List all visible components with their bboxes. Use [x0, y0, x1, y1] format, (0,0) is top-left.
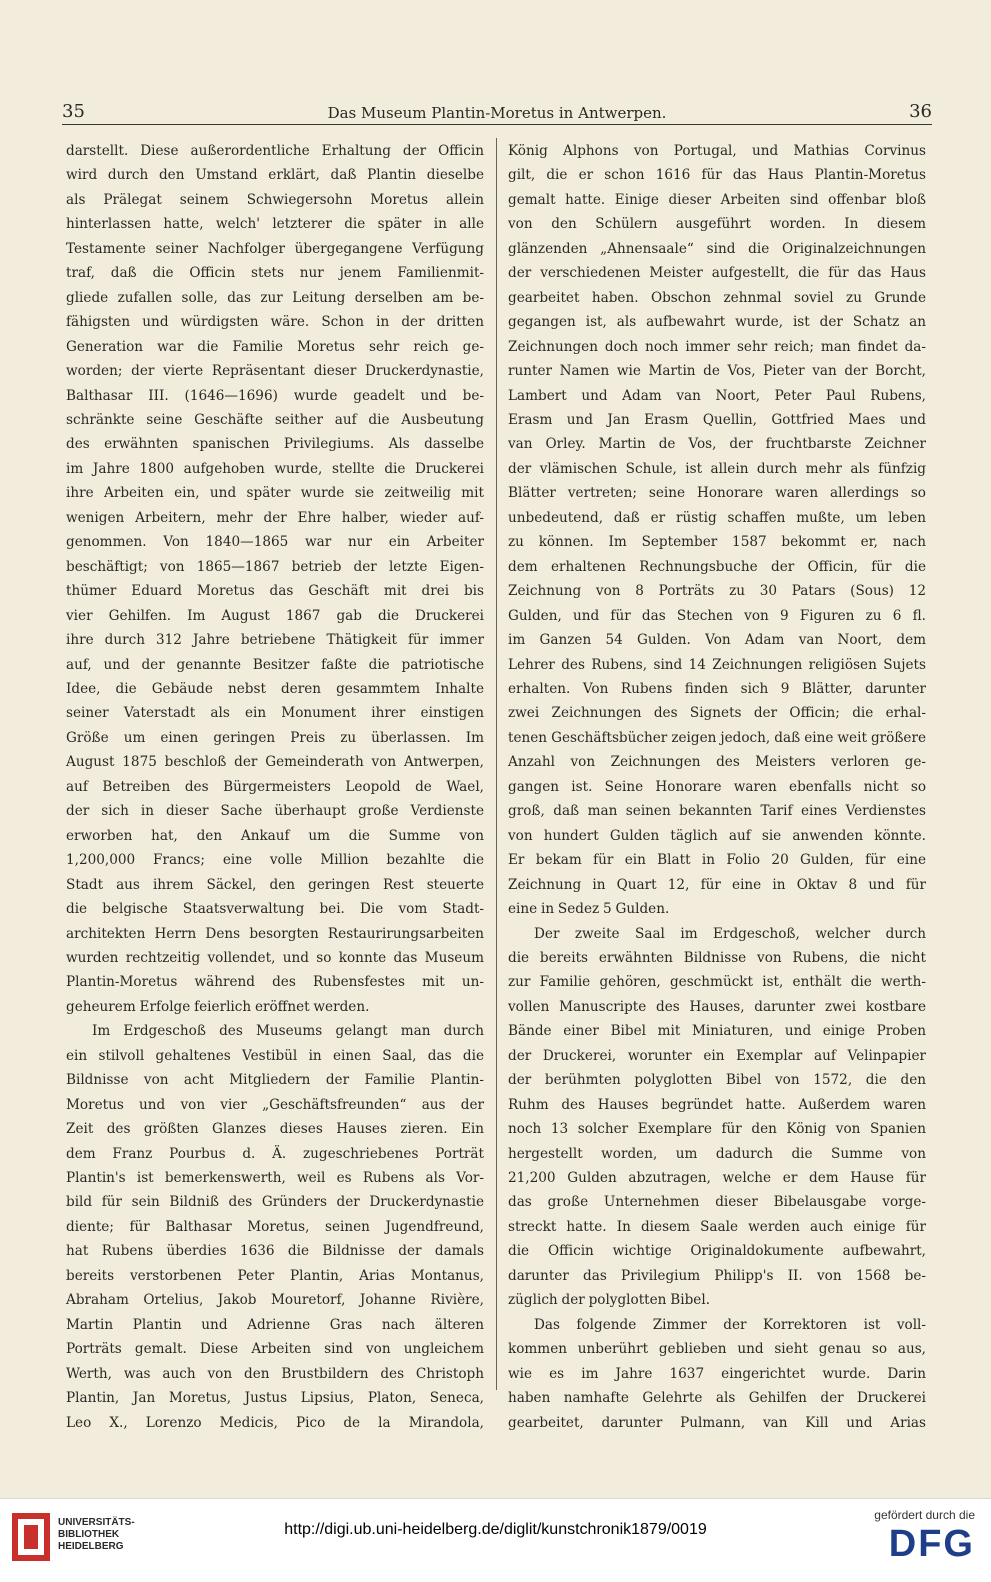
text-line: Balthasar III. (1646—1696) wurde geadelt und be-	[66, 387, 484, 404]
text-line: Lehrer des Rubens, sind 14 Zeichnungen religiösen Sujets	[508, 656, 926, 673]
permalink-url[interactable]: http://digi.ub.uni-heidelberg.de/diglit/kunstchronik1879/0019	[284, 1521, 707, 1538]
text-line: vollen Manuscripte des Hauses, darunter zwei kostbare	[508, 998, 926, 1015]
header-rule	[62, 124, 932, 125]
text-line: wird durch den Umstand erklärt, daß Plantin dieselbe	[66, 167, 484, 184]
text-line: Zeichnung von 8 Porträts zu 30 Patars (Sous) 12	[508, 583, 926, 600]
right-column	[508, 139, 926, 1435]
text-line: des erwähnten spanischen Privilegiums. Als dasselbe	[66, 436, 484, 453]
text-line: der Druckerei, worunter ein Exemplar auf Velinpapier	[508, 1047, 926, 1064]
text-line: Erasm und Jan Erasm Quellin, Gottfried Maes und	[508, 411, 926, 428]
text-line: Bände einer Bibel mit Miniaturen, und einige Proben	[508, 1023, 926, 1040]
text-line: Moretus und von vier „Geschäftsfreunden“ aus der	[66, 1096, 484, 1113]
text-line: 1,200,000 Francs; eine volle Million bezahlte die	[66, 852, 484, 869]
text-line: Werth, was auch von den Brustbildern des Christoph	[66, 1365, 484, 1382]
text-line: vier Gehilfen. Im August 1867 gab die Druckerei	[66, 607, 484, 624]
text-line: Plantin's ist bemerkenswerth, weil es Rubens als Vor-	[66, 1170, 484, 1187]
text-line: Leo X., Lorenzo Medicis, Pico de la Mirandola,	[66, 1414, 484, 1431]
text-line: die Officin wichtige Originaldokumente aufbewahrt,	[508, 1243, 926, 1260]
text-line: der verschiedenen Meister aufgestellt, die für das Haus	[508, 265, 926, 282]
text-line: seiner Vaterstadt als ein Monument ihrer einstigen	[66, 705, 484, 722]
text-line: gearbeitet haben. Obschon zehnmal soviel zu Grunde	[508, 289, 926, 306]
text-line: beschäftigt; von 1865—1867 betrieb der letzte Eigen-	[66, 558, 484, 575]
text-line: Abraham Ortelius, Jakob Mouretorf, Johanne Rivière,	[66, 1292, 484, 1309]
text-line: groß, daß man seinen bekannten Tarif eines Verdienstes	[508, 803, 926, 820]
column-divider	[496, 138, 497, 1390]
text-line: traf, daß die Officin stets nur jenem Familienmit-	[66, 265, 484, 282]
text-line: worden; der vierte Repräsentant dieser Druckerdynastie,	[66, 363, 484, 380]
text-line: streckt hatte. In diesem Saale werden auch einige für	[508, 1218, 926, 1235]
text-line: Martin Plantin und Adrienne Gras nach älteren	[66, 1316, 484, 1333]
text-line: fähigsten und würdigsten wäre. Schon in der dritten	[66, 314, 484, 331]
text-line: im Jahre 1800 aufgehoben wurde, stellte die Druckerei	[66, 460, 484, 477]
text-line: August 1875 beschloß der Gemeinderath von Antwerpen,	[66, 754, 484, 771]
library-name-line: HEIDELBERG	[58, 1541, 124, 1552]
text-line: im Ganzen 54 Gulden. Von Adam van Noort, dem	[508, 632, 926, 649]
text-line: wurden rechtzeitig vollendet, und so konnte das Museum	[66, 949, 484, 966]
running-title: Das Museum Plantin-Moretus in Antwerpen.	[327, 104, 667, 122]
text-line: Größe um einen geringen Preis zu überlassen. Im	[66, 729, 484, 746]
left-column	[66, 139, 484, 1435]
text-line: Plantin, Jan Moretus, Justus Lipsius, Platon, Seneca,	[66, 1390, 484, 1407]
text-line: erworben hat, den Ankauf um die Summe von	[66, 827, 484, 844]
text-line: auf, und der genannte Besitzer faßte die patriotische	[66, 656, 484, 673]
text-line: geheurem Erfolge feierlich eröffnet werden.	[66, 998, 370, 1015]
text-line: König Alphons von Portugal, und Mathias Corvinus	[508, 143, 926, 159]
text-line: Zeichnung in Quart 12, für eine in Oktav 8 und für	[508, 876, 926, 893]
text-line: auf Betreiben des Bürgermeisters Leopold de Wael,	[66, 778, 484, 795]
text-line: gilt, die er schon 1616 für das Haus Plantin-Moretus	[508, 167, 926, 184]
text-line: der sich in dieser Sache überhaupt große Verdienste	[66, 803, 484, 820]
page-number-left: 35	[62, 101, 85, 122]
text-line: tenen Geschäftsbücher zeigen jedoch, daß eine weit größere	[508, 729, 926, 746]
viewer-footer	[0, 1498, 991, 1582]
text-line: Anzahl von Zeichnungen des Meisters verloren ge-	[508, 754, 926, 771]
text-line: zur Familie gehören, geschmückt ist, enthält die werth-	[508, 974, 926, 991]
text-line: haben namhafte Gelehrte als Gehilfen der Druckerei	[508, 1390, 926, 1407]
text-line: dem Franz Pourbus d. Ä. zugeschriebenes Porträt	[66, 1145, 484, 1162]
text-line: Idee, die Gebäude nebst deren gesammtem Inhalte	[66, 680, 484, 697]
text-line: züglich der polyglotten Bibel.	[508, 1292, 711, 1309]
text-line: noch 13 solcher Exemplare für den König von Spanien	[508, 1121, 926, 1138]
text-line: Generation war die Familie Moretus sehr reich ge-	[66, 338, 484, 355]
text-line: glänzenden „Ahnensaale“ sind die Originalzeichnungen	[508, 240, 926, 257]
text-line: hergestellt worden, um dadurch die Summe von	[508, 1145, 926, 1162]
page-number-right: 36	[909, 101, 932, 122]
text-line: genommen. Von 1840—1865 war nur ein Arbeiter	[66, 534, 484, 551]
text-line: Er bekam für ein Blatt in Folio 20 Gulden, für eine	[508, 852, 926, 869]
text-line: Der zweite Saal im Erdgeschoß, welcher durch	[534, 925, 926, 942]
text-line: Gulden, und für das Stechen von 9 Figuren zu 6 fl.	[508, 607, 926, 624]
text-line: kommen unberührt geblieben und sieht genau so aus,	[508, 1341, 926, 1358]
text-line: Blätter vertreten; seine Honorare waren allerdings so	[508, 485, 926, 502]
text-line: Lambert und Adam van Noort, Peter Paul Rubens,	[508, 387, 926, 404]
text-line: gearbeitet, darunter Pulmann, van Kill und Arias	[508, 1414, 926, 1431]
text-line: der vlämischen Schule, ist allein durch mehr als fünfzig	[508, 460, 926, 477]
text-line: Ruhm des Hauses begründet hatte. Außerdem waren	[508, 1096, 926, 1113]
text-line: wie es im Jahre 1637 eingerichtet wurde. Darin	[508, 1365, 926, 1382]
library-name-line: BIBLIOTHEK	[58, 1529, 120, 1540]
text-line: unbedeutend, daß er rüstig schaffen mußte, um leben	[508, 509, 926, 526]
text-line: dem erhaltenen Rechnungsbuche der Officin, für die	[508, 558, 926, 575]
text-line: darunter das Privilegium Philipp's II. von 1568 be-	[508, 1267, 926, 1284]
text-line: architekten Herrn Dens besorgten Restaurirungsarbeiten	[66, 925, 484, 942]
text-line: Plantin-Moretus während des Rubensfestes mit un-	[66, 974, 484, 991]
text-line: Zeichnungen doch noch immer sehr reich; man findet da-	[508, 338, 926, 355]
text-line: gemalt hatte. Einige dieser Arbeiten sind offenbar bloß	[508, 191, 926, 208]
text-line: das große Unternehmen dieser Bibelausgabe vorge-	[508, 1194, 926, 1211]
library-name-line: UNIVERSITÄTS-	[58, 1517, 135, 1528]
text-line: gangen ist. Seine Honorare waren ebenfalls nicht so	[508, 778, 926, 795]
text-line: gegangen ist, als aufbewahrt wurde, ist der Schatz an	[508, 314, 926, 331]
text-line: die belgische Staatsverwaltung bei. Die vom Stadt-	[66, 901, 484, 918]
text-line: bereits verstorbenen Peter Plantin, Arias Montanus,	[66, 1267, 484, 1284]
text-line: zu können. Im September 1587 bekommt er, nach	[508, 534, 926, 551]
text-line: ein stilvoll gehaltenes Vestibül in einen Saal, das die	[66, 1047, 484, 1064]
text-line: thümer Eduard Moretus das Geschäft mit drei bis	[66, 583, 484, 600]
text-line: der berühmten polyglotten Bibel von 1572, die den	[508, 1072, 926, 1089]
text-line: ihre Arbeiten ein, und später wurde sie zeitweilig mit	[66, 485, 484, 502]
text-line: Zeit des größten Glanzes dieses Hauses zieren. Ein	[66, 1121, 484, 1138]
text-line: als Prälegat seinem Schwiegersohn Moretus allein	[66, 191, 484, 208]
text-line: hat Rubens überdies 1636 die Bildnisse der damals	[66, 1243, 484, 1260]
text-line: von hundert Gulden täglich auf sie anwenden könnte.	[508, 827, 926, 844]
text-line: runter Namen wie Martin de Vos, Pieter van der Borcht,	[508, 363, 926, 380]
text-line: wenigen Arbeitern, mehr der Ehre halber, wieder auf-	[66, 509, 484, 526]
text-line: Porträts gemalt. Diese Arbeiten sind von ungleichem	[66, 1341, 484, 1358]
text-line: darstellt. Diese außerordentliche Erhaltung der Officin	[66, 143, 484, 159]
text-line: Bildnisse von acht Mitgliedern der Familie Plantin-	[66, 1072, 484, 1089]
text-line: erhalten. Von Rubens finden sich 9 Blätter, darunter	[508, 680, 926, 697]
university-library-logo[interactable]	[8, 1507, 135, 1573]
text-line: 21,200 Gulden abzutragen, welche er dem Hause für	[508, 1170, 926, 1187]
text-line: van Orley. Martin de Vos, der fruchtbarste Zeichner	[508, 436, 926, 453]
text-line: von den Schülern ausgeführt worden. In diesem	[508, 216, 926, 233]
text-line: Das folgende Zimmer der Korrektoren ist voll-	[534, 1316, 926, 1333]
text-line: diente; für Balthasar Moretus, seinen Jugendfreund,	[66, 1218, 484, 1235]
text-line: Stadt aus ihrem Säckel, den geringen Rest steuerte	[66, 876, 484, 893]
text-line: zwei Zeichnungen des Signets der Officin; die erhal-	[508, 705, 926, 722]
text-line: hinterlassen hatte, welch' letzterer die später in alle	[66, 216, 484, 233]
text-line: Testamente seiner Nachfolger übergegangene Verfügung	[66, 240, 484, 257]
funding-label: gefördert durch die	[874, 1508, 975, 1522]
text-line: gliede zufallen solle, das zur Leitung derselben am be-	[66, 289, 484, 306]
text-line: ihre durch 312 Jahre betriebene Thätigkeit für immer	[66, 632, 484, 649]
text-line: die bereits erwähnten Bildnisse von Rubens, die nicht	[508, 949, 926, 966]
text-line: bild für sein Bildniß des Gründers der Druckerdynastie	[66, 1194, 484, 1211]
text-line: schränkte seine Geschäfte seither auf die Ausbeutung	[66, 411, 484, 428]
text-line: Im Erdgeschoß des Museums gelangt man durch	[92, 1023, 484, 1040]
running-header	[62, 96, 932, 122]
text-line: eine in Sedez 5 Gulden.	[508, 901, 670, 918]
dfg-logo[interactable]: DFG	[888, 1523, 975, 1565]
